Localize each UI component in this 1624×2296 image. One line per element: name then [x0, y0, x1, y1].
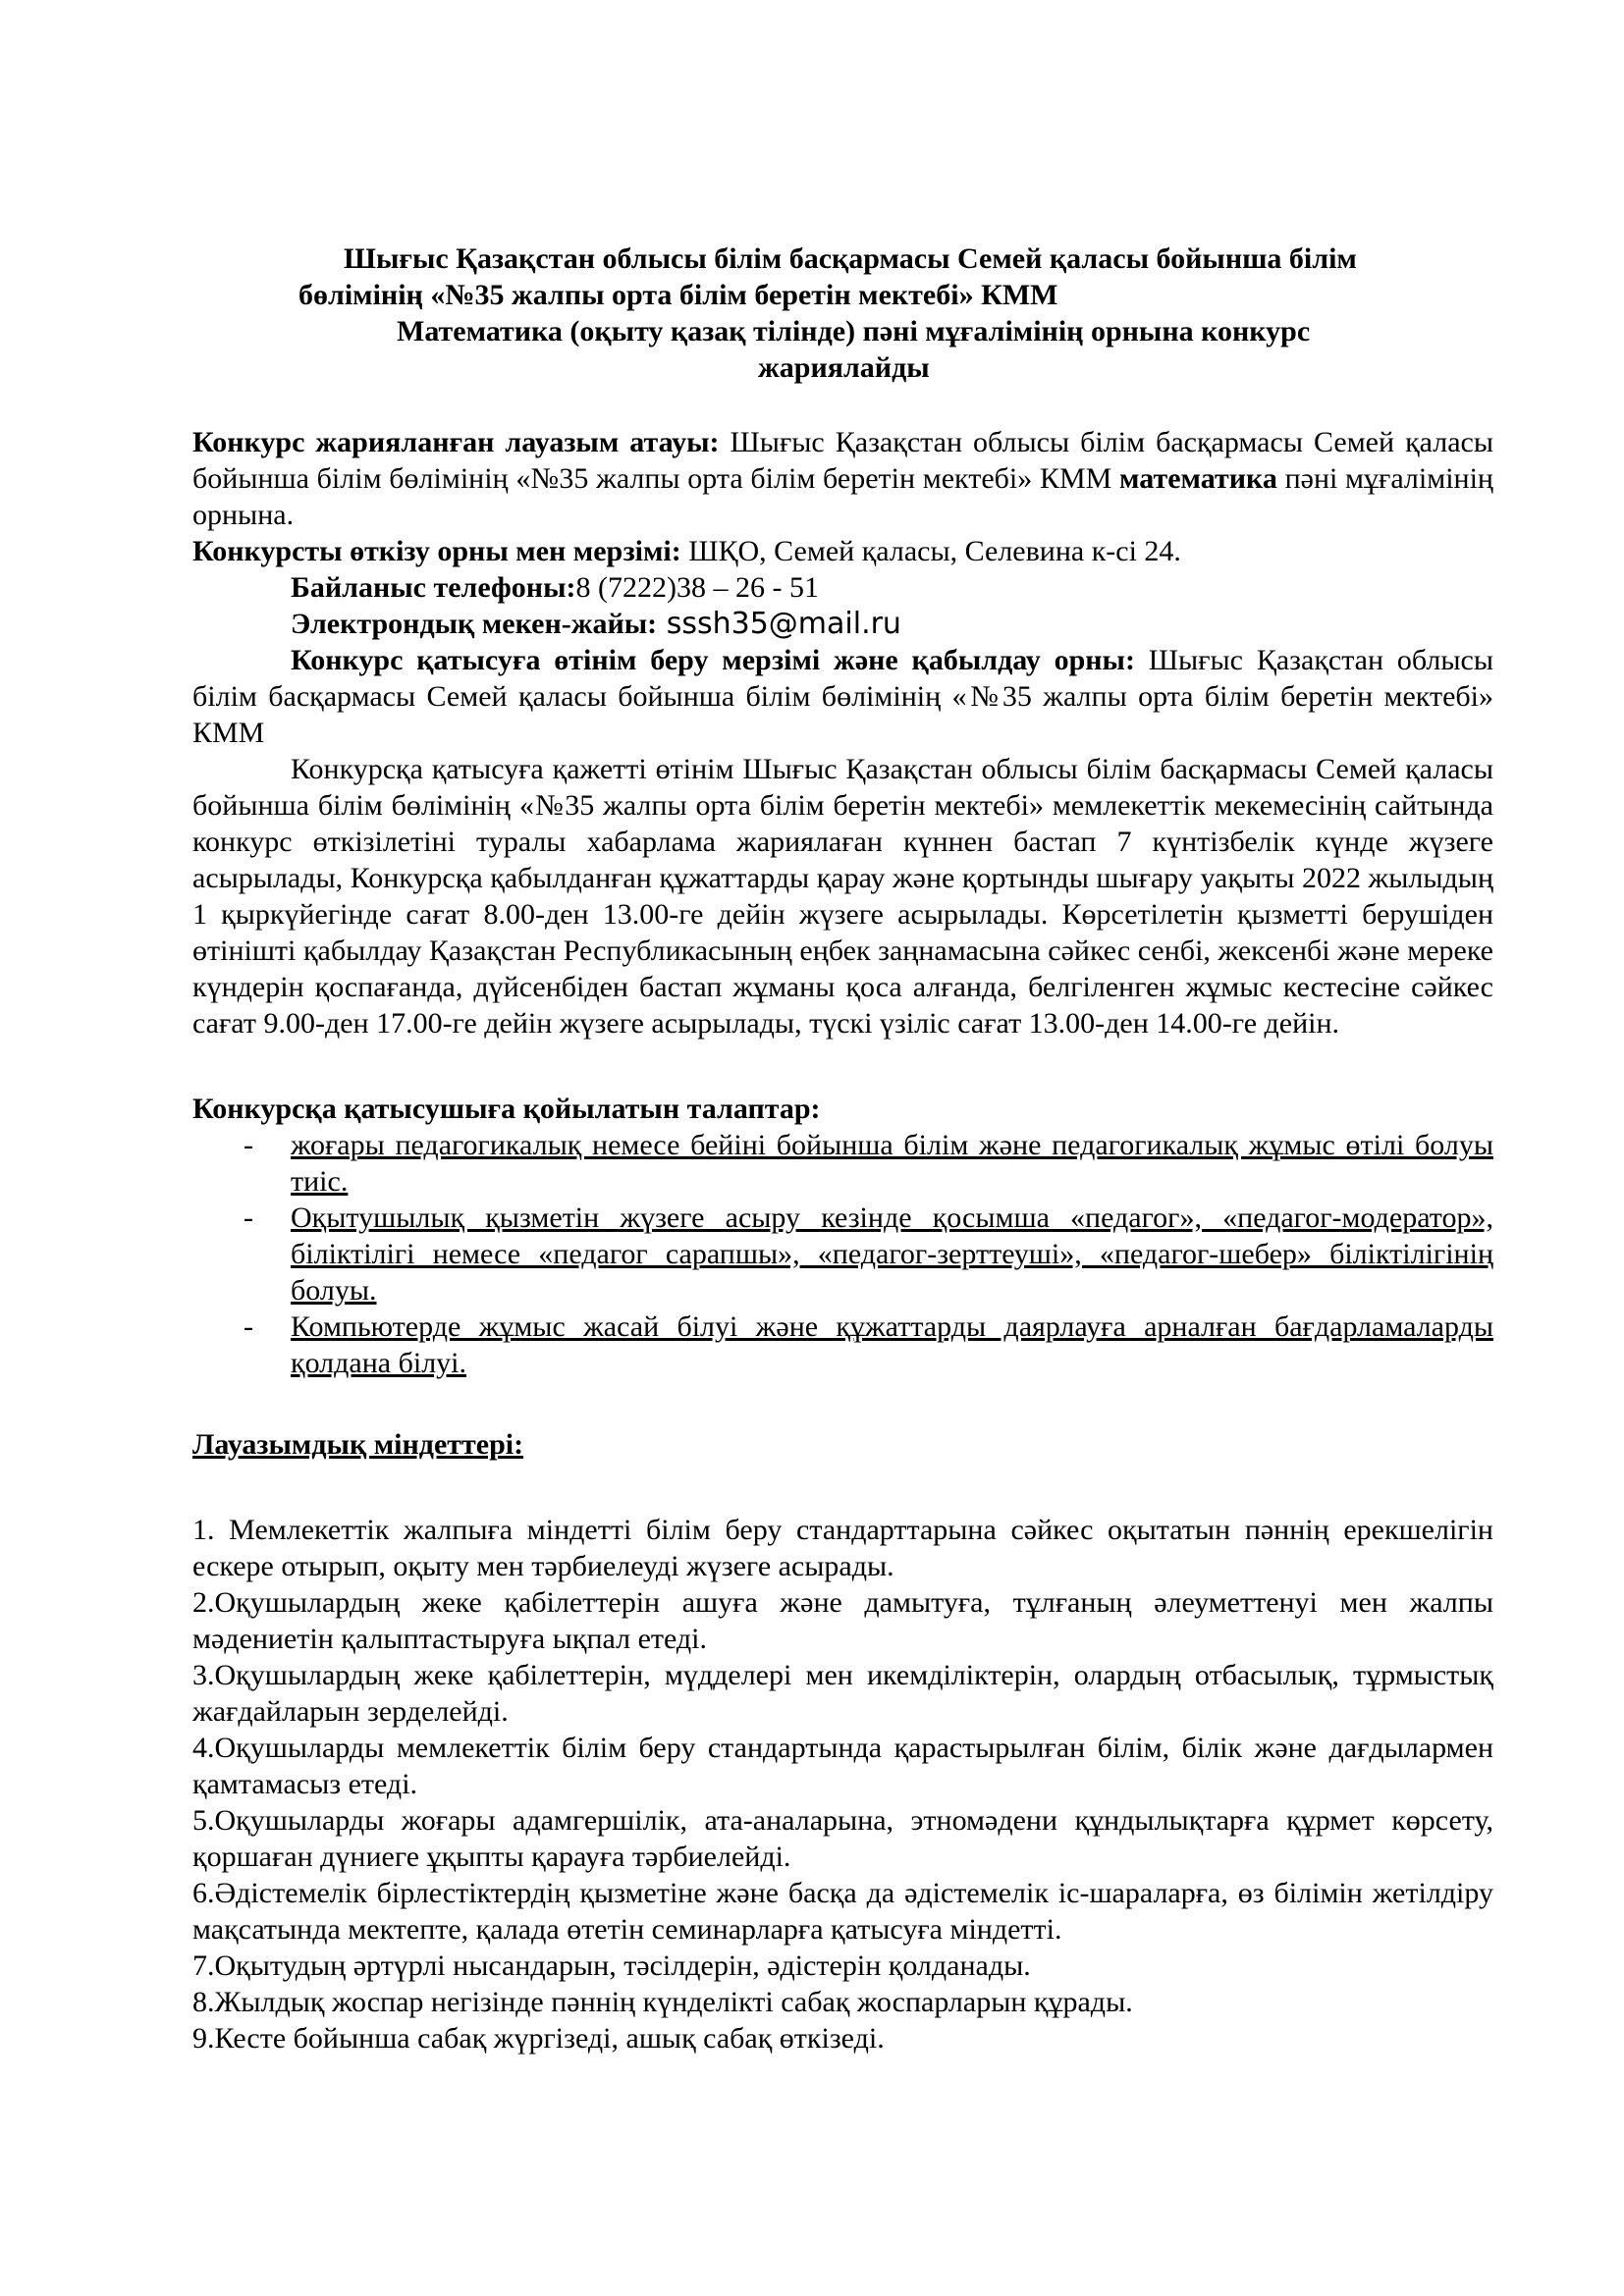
duty-item: 8.Жылдық жоспар негізінде пәннің күнделікті сабақ жоспарларын құрады.: [192, 1986, 1133, 2018]
duties-heading: Лауазымдық міндеттері:: [192, 1428, 524, 1461]
position-text-end: пәні мұғалімінің орнына.: [192, 462, 1493, 531]
duty-item: 5.Оқушыларды жоғары адамгершілік, ата-аналарына, этномәдени құндылықтарға құрмет көрсету, қоршаған дүниеге ұқыпты қарауға тәрбиелейді.: [192, 1804, 1493, 1873]
application-value: Шығыс Қазақстан облысы білім басқармасы Семей қаласы бойынша білім бөлімінің «№35 жалпы орта білім беретін мектебі» КММ: [192, 644, 1493, 749]
requirement-item: [192, 1127, 1493, 1200]
email-label: Электрондық мекен-жайы:: [291, 608, 658, 640]
duties-list: [192, 1512, 1493, 2056]
application-label: Конкурс қатысуға өтінім беру мерзімі және қабылдау орны:: [291, 644, 1135, 676]
duty-item: 3.Оқушылардың жеке қабілеттерін, мүдделері мен икемділіктерін, олардың отбасылық, тұрмыстық жағдайларын зерделейді.: [192, 1659, 1493, 1728]
application-paragraph: [192, 642, 1493, 751]
requirement-item: [192, 1308, 1493, 1381]
duty-item: 2.Оқушылардың жеке қабілеттерін ашуға және дамытуға, тұлғаның әлеуметтенуі мен жалпы мәдениетін қалыптастыруға ықпал етеді.: [192, 1586, 1493, 1655]
venue-value: ШҚО, Семей қаласы, Селевина к-сі 24.: [680, 535, 1181, 567]
requirements-heading: Конкурсқа қатысушыға қойылатын талаптар:: [192, 1093, 821, 1125]
title-line-2: бөлімінің «№35 жалпы орта білім беретін мектебі» КММ: [298, 279, 1058, 311]
title-line-1: Шығыс Қазақстан облысы білім басқармасы Семей қаласы бойынша білім: [344, 242, 1357, 275]
procedure-paragraph: Конкурсқа қатысуға қажетті өтінім Шығыс Қазақстан облысы білім басқармасы Семей қаласы бойынша білім бөлімінің «№35 жалпы орта білім беретін мектебі» мемлекеттік мекемесінің сайтында конкурс өткізілетіні туралы хабарлама жариялаған күннен бастап 7 күнтізбелік күнде жүзеге асырылады, Конкурсқа қабылданған құжаттарды қарау және қортынды шығару уақыты 2022 жылыдың 1 қыркүйегінде сағат 8.00-ден 13.00-ге дейін жүзеге асырылады. Көрсетілетін қызметті берушіден өтінішті қабылдау Қазақстан Республикасының еңбек заңнамасына сәйкес сенбі, жексенбі және мереке күндерін қоспағанда, дүйсенбіден бастап жұманы қоса алғанда, белгіленген жұмыс кестесіне сәйкес сағат 9.00-ден 17.00-ге дейін жүзеге асырылады, түскі үзіліс сағат 13.00-ден 14.00-ге дейін.: [192, 753, 1493, 1040]
requirement-item: [192, 1200, 1493, 1308]
announcement-title: [196, 240, 1473, 386]
position-subject: математика: [1119, 462, 1277, 495]
requirement-text: Компьютерде жұмыс жасай білуі және құжаттарды даярлауға арналған бағдарламаларды қолдана білуі.: [291, 1310, 1493, 1379]
position-text: Шығыс Қазақстан облысы білім басқармасы Семей қаласы бойынша білім бөлімінің «№35 жалпы орта білім беретін мектебі» КММ: [192, 426, 1493, 495]
title-line-4: жариялайды: [758, 351, 930, 384]
phone-label: Байланыс телефоны:: [291, 571, 576, 604]
email-value[interactable]: sssh35@mail.ru: [657, 607, 901, 641]
requirements-list: [192, 1127, 1493, 1381]
bullet-dash: -: [244, 1201, 253, 1234]
requirement-text: жоғары педагогикалық немесе бейіні бойынша білім және педагогикалық жұмыс өтілі болуы тиіс.: [291, 1129, 1493, 1198]
duty-item: 9.Кесте бойынша сабақ жүргізеді, ашық сабақ өткізеді.: [192, 2022, 885, 2055]
duty-item: 7.Оқытудың әртүрлі нысандарын, тәсілдерін, әдістерін қолданады.: [192, 1949, 1031, 1982]
duty-item: 4.Оқушыларды мемлекеттік білім беру стандартында қарастырылған білім, білік және дағдылармен қамтамасыз етеді.: [192, 1732, 1493, 1800]
duty-item: 6.Әдістемелік бірлестіктердің қызметіне және басқа да әдістемелік іс-шараларға, өз білімін жетілдіру мақсатында мектепте, қалада өтетін семинарларға қатысуға міндетті.: [192, 1877, 1493, 1946]
venue-paragraph: [192, 533, 1493, 569]
document-body: [192, 424, 1493, 2056]
phone-paragraph: [192, 569, 1493, 606]
bullet-dash: -: [244, 1310, 253, 1343]
requirement-text: Оқытушылық қызметін жүзеге асыру кезінде қосымша «педагог», «педагог-модератор», біліктілігі немесе «педагог сарапшы», «педагог-зерттеуші», «педагог-шебер» біліктілігінің болуы.: [291, 1201, 1493, 1307]
bullet-dash: -: [244, 1129, 253, 1161]
duty-item: 1. Мемлекеттік жалпыға міндетті білім беру стандарттарына сәйкес оқытатын пәннің ерекшелігін ескере отырып, оқыту мен тәрбиелеуді жүзеге асырады.: [192, 1514, 1493, 1582]
phone-value: 8 (7222)38 – 26 - 51: [575, 571, 819, 604]
title-line-3: Математика (оқыту қазақ тілінде) пәні мұғалімінің орнына конкурс: [397, 315, 1311, 347]
position-paragraph: [192, 424, 1493, 533]
position-label: Конкурс жарияланған лауазым атауы:: [192, 426, 720, 458]
venue-label: Конкурсты өткізу орны мен мерзімі:: [192, 535, 681, 567]
email-paragraph: [192, 606, 1493, 642]
